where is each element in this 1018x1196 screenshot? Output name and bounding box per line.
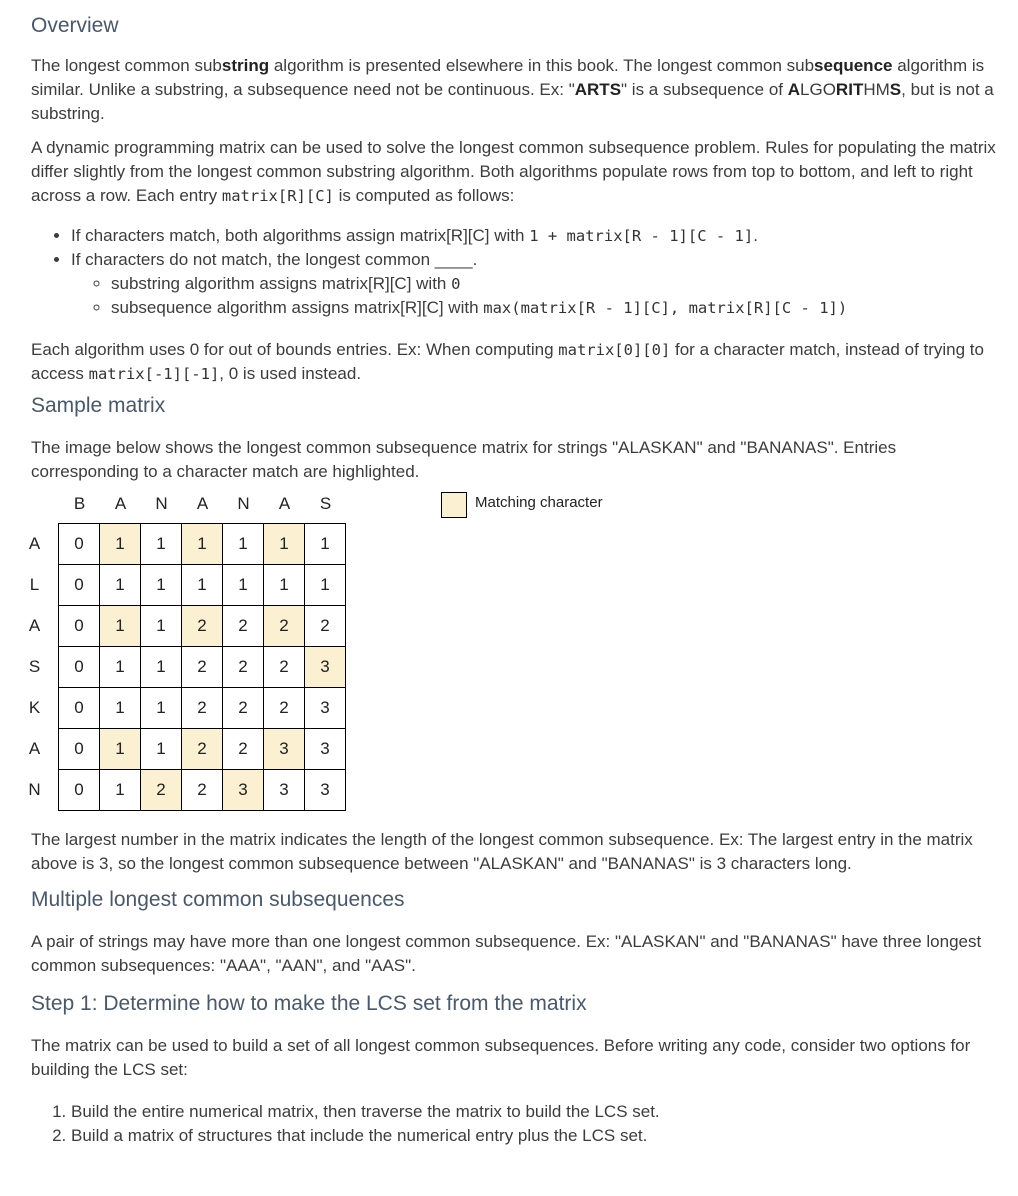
matrix-cell-match: 3 — [304, 646, 346, 688]
matrix-cell-match: 1 — [99, 605, 141, 647]
column-label: S — [319, 494, 332, 513]
matrix-cell-match: 2 — [181, 728, 223, 770]
sample-heading: Sample matrix — [31, 394, 166, 417]
overview-heading: Overview — [31, 14, 119, 37]
matrix-cell: 1 — [140, 646, 182, 688]
row-label: A — [28, 739, 41, 758]
matrix-cell: 3 — [304, 769, 346, 811]
matrix-cell: 0 — [58, 769, 100, 811]
legend-swatch — [441, 492, 467, 518]
step1-paragraph: The matrix can be used to build a set of all longest common subsequences. Before writing any code, consider two options for building the LCS set: — [31, 1036, 971, 1079]
matrix-cell: 2 — [222, 728, 264, 770]
rule-subsequence: ◦ subsequence algorithm assigns matrix[R][C] with max(matrix[R - 1][C], matrix[R][C - 1]) — [111, 296, 998, 320]
matrix-cell: 2 — [181, 646, 223, 688]
matrix-cell: 1 — [140, 523, 182, 565]
column-label: A — [114, 494, 127, 513]
row-label: A — [28, 616, 41, 635]
matrix-cell: 1 — [140, 564, 182, 606]
matrix-cell: 2 — [304, 605, 346, 647]
row-label: S — [28, 657, 41, 676]
matrix-cell: 1 — [263, 564, 305, 606]
matrix-cell: 3 — [304, 687, 346, 729]
column-label: N — [237, 494, 250, 513]
matrix-cell: 0 — [58, 646, 100, 688]
matrix-cell-match: 1 — [181, 523, 223, 565]
option-item: 2. Build a matrix of structures that include the numerical entry plus the LCS set. — [71, 1124, 998, 1148]
matrix-cell-match: 2 — [181, 605, 223, 647]
matrix-cell: 2 — [222, 646, 264, 688]
rule-mismatch: • If characters do not match, the longest common ____. ◦ substring algorithm assigns matrix[R][C] with 0 ◦ subsequence algorithm assigns matrix[R][C] with max(matrix[R - 1][C], matrix[R][C - 1]) — [71, 248, 998, 320]
legend-label: Matching character — [475, 494, 603, 511]
matrix-cell: 1 — [222, 523, 264, 565]
matrix-cell-match: 3 — [222, 769, 264, 811]
column-label: A — [278, 494, 291, 513]
matrix-cell: 1 — [140, 605, 182, 647]
matrix-cell: 1 — [222, 564, 264, 606]
multiple-heading: Multiple longest common subsequences — [31, 888, 405, 911]
column-label: A — [196, 494, 209, 513]
matrix-cell: 1 — [181, 564, 223, 606]
matrix-cell-match: 1 — [99, 728, 141, 770]
matrix-cell: 0 — [58, 564, 100, 606]
matrix-cell: 1 — [304, 523, 346, 565]
matrix-cell-match: 3 — [263, 728, 305, 770]
matrix-cell: 1 — [304, 564, 346, 606]
multiple-paragraph: A pair of strings may have more than one longest common subsequence. Ex: "ALASKAN" and "BANANAS" have three longest common subsequences: "AAA", "AAN", and "AAS". — [31, 932, 982, 975]
overview-paragraph-3: Each algorithm uses 0 for out of bounds entries. Ex: When computing matrix[0][0] for a character match, instead of trying to access matrix[-1][-1], 0 is used instead. — [31, 340, 984, 383]
row-label: N — [28, 780, 41, 799]
matrix-cell: 1 — [99, 769, 141, 811]
matrix-cell: 2 — [222, 605, 264, 647]
row-label: K — [28, 698, 41, 717]
matrix-cell-match: 1 — [263, 523, 305, 565]
matrix-cell: 2 — [222, 687, 264, 729]
sample-paragraph: The image below shows the longest common subsequence matrix for strings "ALASKAN" and "BANANAS". Entries corresponding to a character match are highlighted. — [31, 438, 897, 481]
rule-match: • If characters match, both algorithms assign matrix[R][C] with 1 + matrix[R - 1][C - 1]. — [71, 224, 998, 248]
matrix-cell: 3 — [304, 728, 346, 770]
matrix-cell-match: 2 — [140, 769, 182, 811]
matrix-cell: 3 — [263, 769, 305, 811]
matrix-cell: 2 — [263, 646, 305, 688]
column-label: N — [155, 494, 168, 513]
matrix-cell: 0 — [58, 523, 100, 565]
rule-substring: ◦ substring algorithm assigns matrix[R][C] with 0 — [111, 272, 998, 296]
row-label: A — [28, 534, 41, 553]
matrix-cell: 0 — [58, 605, 100, 647]
option-item: 1. Build the entire numerical matrix, then traverse the matrix to build the LCS set. — [71, 1100, 998, 1124]
matrix-cell: 1 — [99, 646, 141, 688]
matrix-cell-match: 2 — [263, 605, 305, 647]
matrix-cell: 1 — [140, 687, 182, 729]
matrix-cell: 2 — [263, 687, 305, 729]
step1-heading: Step 1: Determine how to make the LCS set from the matrix — [31, 992, 587, 1015]
row-label: L — [29, 575, 40, 594]
rules-list — [31, 224, 998, 320]
column-label: B — [73, 494, 86, 513]
overview-paragraph-1: The longest common substring algorithm is presented elsewhere in this book. The longest common subsequence algorithm is similar. Unlike a substring, a subsequence need not be continuous. Ex: "ARTS" is a subsequence of ALGORITHMS, but is not a substring. — [31, 56, 994, 123]
matrix-cell: 0 — [58, 687, 100, 729]
matrix-cell: 1 — [99, 687, 141, 729]
matrix-cell: 2 — [181, 769, 223, 811]
matrix-cell: 1 — [140, 728, 182, 770]
sample-conclusion: The largest number in the matrix indicates the length of the longest common subsequence. Ex: The largest entry in the matrix above is 3, so the longest common subsequence between "ALASKAN" and "BANANAS" is 3 characters long. — [31, 830, 973, 873]
lcs-matrix — [28, 484, 998, 814]
options-list — [31, 1100, 998, 1148]
overview-paragraph-2: A dynamic programming matrix can be used to solve the longest common subsequence problem. Rules for populating the matrix differ slightly from the longest common substring algorithm. Both algorithms populate rows from top to bottom, and left to right across a row. Each entry matrix[R][C] is computed as follows: — [31, 138, 996, 205]
matrix-cell: 2 — [181, 687, 223, 729]
matrix-cell: 1 — [99, 564, 141, 606]
matrix-cell: 0 — [58, 728, 100, 770]
matrix-cell-match: 1 — [99, 523, 141, 565]
